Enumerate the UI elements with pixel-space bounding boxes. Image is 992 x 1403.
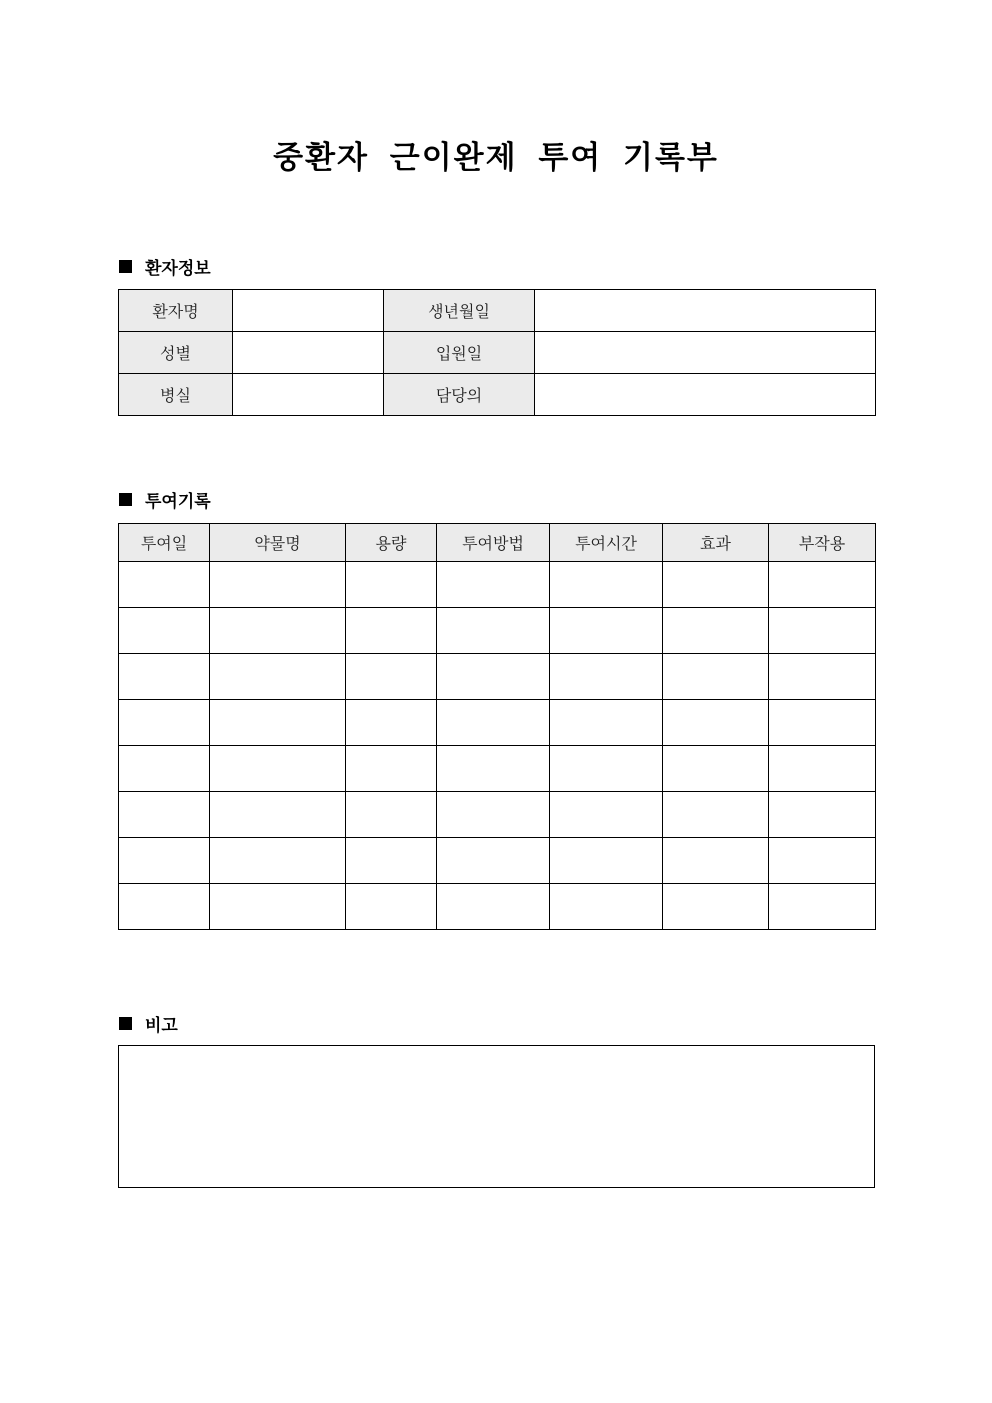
label-admission-date: 입원일	[384, 332, 535, 374]
dose-cell[interactable]	[346, 838, 437, 884]
table-row	[119, 608, 876, 654]
remarks-field[interactable]	[118, 1045, 875, 1188]
route-cell[interactable]	[437, 608, 550, 654]
time-cell[interactable]	[550, 654, 663, 700]
side-effects-cell[interactable]	[769, 792, 876, 838]
black-square-icon	[119, 1017, 132, 1030]
patient-name-field[interactable]	[233, 290, 384, 332]
dose-cell[interactable]	[346, 608, 437, 654]
side-effects-cell[interactable]	[769, 700, 876, 746]
label-sex: 성별	[119, 332, 233, 374]
time-cell[interactable]	[550, 562, 663, 608]
column-header-dose: 용량	[346, 524, 437, 562]
black-square-icon	[119, 260, 132, 273]
dose-cell[interactable]	[346, 654, 437, 700]
admission-date-field[interactable]	[535, 332, 876, 374]
table-row	[119, 838, 876, 884]
effect-cell[interactable]	[663, 700, 769, 746]
effect-cell[interactable]	[663, 838, 769, 884]
date-cell[interactable]	[119, 838, 210, 884]
time-cell[interactable]	[550, 884, 663, 930]
effect-cell[interactable]	[663, 608, 769, 654]
time-cell[interactable]	[550, 608, 663, 654]
column-header-drug-name: 약물명	[210, 524, 346, 562]
effect-cell[interactable]	[663, 746, 769, 792]
effect-cell[interactable]	[663, 562, 769, 608]
time-cell[interactable]	[550, 838, 663, 884]
table-header-row	[119, 524, 876, 562]
date-cell[interactable]	[119, 746, 210, 792]
date-cell[interactable]	[119, 700, 210, 746]
label-patient-name: 환자명	[119, 290, 233, 332]
column-header-side-effects: 부작용	[769, 524, 876, 562]
column-header-effect: 효과	[663, 524, 769, 562]
time-cell[interactable]	[550, 700, 663, 746]
label-birth-date: 생년월일	[384, 290, 535, 332]
birth-date-field[interactable]	[535, 290, 876, 332]
date-cell[interactable]	[119, 608, 210, 654]
attending-physician-field[interactable]	[535, 374, 876, 416]
side-effects-cell[interactable]	[769, 562, 876, 608]
black-square-icon	[119, 493, 132, 506]
patient-info-table	[118, 289, 876, 416]
route-cell[interactable]	[437, 792, 550, 838]
drug-name-cell[interactable]	[210, 654, 346, 700]
sex-field[interactable]	[233, 332, 384, 374]
dose-cell[interactable]	[346, 884, 437, 930]
route-cell[interactable]	[437, 746, 550, 792]
date-cell[interactable]	[119, 792, 210, 838]
section-title: 환자정보	[145, 259, 211, 279]
drug-name-cell[interactable]	[210, 700, 346, 746]
dose-cell[interactable]	[346, 700, 437, 746]
column-header-route: 투여방법	[437, 524, 550, 562]
date-cell[interactable]	[119, 654, 210, 700]
dose-cell[interactable]	[346, 562, 437, 608]
side-effects-cell[interactable]	[769, 884, 876, 930]
side-effects-cell[interactable]	[769, 746, 876, 792]
page-title: 중환자 근이완제 투여 기록부	[273, 140, 719, 176]
column-header-time: 투여시간	[550, 524, 663, 562]
table-row	[119, 562, 876, 608]
effect-cell[interactable]	[663, 884, 769, 930]
effect-cell[interactable]	[663, 654, 769, 700]
route-cell[interactable]	[437, 884, 550, 930]
table-row	[119, 746, 876, 792]
route-cell[interactable]	[437, 838, 550, 884]
administration-record-table	[118, 523, 876, 930]
side-effects-cell[interactable]	[769, 608, 876, 654]
side-effects-cell[interactable]	[769, 838, 876, 884]
table-row	[119, 884, 876, 930]
route-cell[interactable]	[437, 562, 550, 608]
column-header-date: 투여일	[119, 524, 210, 562]
side-effects-cell[interactable]	[769, 654, 876, 700]
section-title: 비고	[145, 1016, 178, 1036]
drug-name-cell[interactable]	[210, 838, 346, 884]
label-attending-physician: 담당의	[384, 374, 535, 416]
dose-cell[interactable]	[346, 792, 437, 838]
route-cell[interactable]	[437, 700, 550, 746]
table-row	[119, 792, 876, 838]
effect-cell[interactable]	[663, 792, 769, 838]
drug-name-cell[interactable]	[210, 792, 346, 838]
date-cell[interactable]	[119, 562, 210, 608]
table-row	[119, 654, 876, 700]
room-field[interactable]	[233, 374, 384, 416]
table-row	[119, 374, 876, 416]
drug-name-cell[interactable]	[210, 884, 346, 930]
section-heading-administration	[119, 487, 211, 512]
section-title: 투여기록	[145, 492, 211, 512]
label-room: 병실	[119, 374, 233, 416]
drug-name-cell[interactable]	[210, 562, 346, 608]
drug-name-cell[interactable]	[210, 746, 346, 792]
section-heading-remarks	[119, 1011, 178, 1036]
time-cell[interactable]	[550, 746, 663, 792]
table-row	[119, 332, 876, 374]
table-row	[119, 290, 876, 332]
section-heading-patient-info	[119, 254, 211, 279]
dose-cell[interactable]	[346, 746, 437, 792]
route-cell[interactable]	[437, 654, 550, 700]
date-cell[interactable]	[119, 884, 210, 930]
time-cell[interactable]	[550, 792, 663, 838]
table-row	[119, 700, 876, 746]
drug-name-cell[interactable]	[210, 608, 346, 654]
